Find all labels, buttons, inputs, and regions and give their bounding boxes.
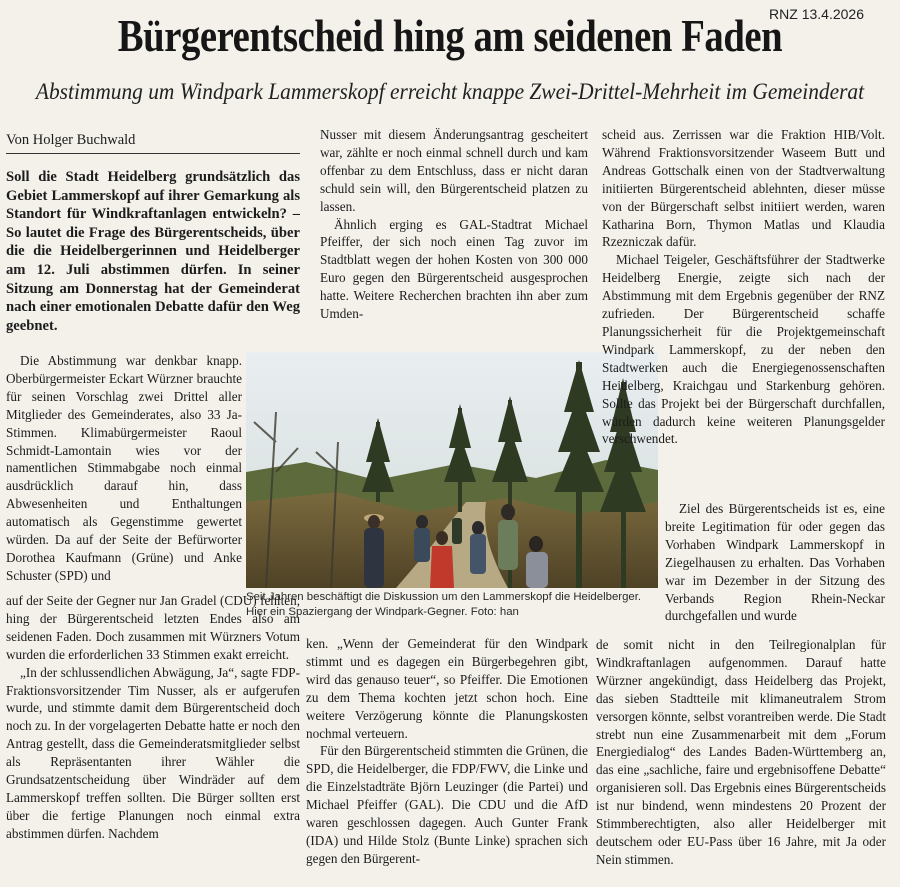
- lead-text: Soll die Stadt Heidelberg grundsätzlich das Gebiet Lammerskopf auf ihrer Gemarkung als Standort für Windkraftanlagen entwickeln? – So lautet die Frage des Bürgerentscheids, über die die Heidelbergerinnen und Heidelberger am 12. Juli abstimmen dürfen. In seiner Sitzung am Donnerstag hat der Gemeinderat nach einer emotionalen Debatte dafür den Weg geebnet.: [6, 169, 300, 334]
- column-3-bottom: [596, 636, 886, 880]
- paragraph: Für den Bürgerentscheid stimmten die Grünen, die SPD, die Heidelberger, die FDP/FWV, die Linke und die Einzelstadträte Björn Leuzinger (die Partei) und Michael Pfeiffer (GAL). Die CDU und die AfD waren geschlossen dagegen. Auch Gunter Frank (IDA) und Hilde Stolz (Bunte Linke) sprachen sich gegen den Bürgerent-: [306, 743, 588, 866]
- column-1-bottom: [6, 592, 300, 882]
- paragraph: scheid aus. Zerrissen war die Fraktion HIB/Volt. Während Fraktionsvorsitzender Waseem Butt und Andreas Gottschalk einen von der Stadtverwaltung initiierten Bürgerentscheid ablehnten, dieser müsse von der Bürgerschaft selbst initiiert werden, waren Katharina Born, Thymon Matlas und Klaudia Rzezniczak dafür.: [602, 127, 885, 250]
- paragraph: Ziel des Bürgerentscheids ist es, eine breite Legitimation für oder gegen das Vorhaben Windpark Lammerskopf in Ziegelhausen zu erhalten. Das Vorhaben war im Dezember in der Sitzung des Verbands Region Rhein-Neckar durchgefallen und wurde: [665, 501, 885, 624]
- source-date: RNZ 13.4.2026: [769, 6, 864, 22]
- paragraph: auf der Seite der Gegner nur Jan Gradel (CDU) fehlten, hing der Bürgerentscheid letzten Endes also am seidenen Faden. Doch zusammen mit Würzners Votum wurden die erforderlichen 33 Stimmen exakt erreicht.: [6, 593, 300, 662]
- paragraph: de somit nicht in den Teilregionalplan für Windkraftanlagen aufgenommen. Darauf hatte Würzner angekündigt, dass Heidelberg das Projekt, das sieben Stadtteile mit klimaneutralem Strom versorgen könnte, selbst vorantreiben werde. Die Stadt strebt nun eine Zusammenarbeit mit dem „Forum Energiedialog“ des Landes Baden-Württemberg an, das eine „sachliche, faire und ergebnisoffene Debatte“ organisieren soll. Das Ergebnis eines Bürgerentscheids ist nur bindend, wenn mindestens 20 Prozent der Stimmberechtigten, also aller Heidelberger mit deutschem oder EU-Pass über 16 Jahre, mit Ja oder Nein stimmen.: [596, 637, 886, 867]
- subheadline: Abstimmung um Windpark Lammerskopf erreicht knappe Zwei-Drittel-Mehrheit im Gemeinderat: [35, 79, 865, 104]
- byline: Von Holger Buchwald: [6, 130, 300, 154]
- headline: Bürgerentscheid hing am seidenen Faden: [117, 11, 783, 61]
- paragraph: Michael Teigeler, Geschäftsführer der Stadtwerke Heidelberg Energie, zeigte sich nach der Abstimmung mit dem Ergebnis gegenüber der RNZ zufrieden. Der Bürgerentscheid schaffe Planungssicherheit für die Projektgemeinschaft Windpark Lammerskopf, zu der neben den Stadtwerken auch die Energiegenossenschaften Heidelberg, Kraichgau und Starkenburg gehören. Sollte das Projekt bei der Bürgerschaft durchfallen, würden dadurch keine weiteren Planungsgelder verschwendet.: [602, 252, 885, 447]
- photo-caption: Seit Jahren beschäftigt die Diskussion um den Lammerskopf die Heidelberger. Hier ein Spaziergang der Windpark-Gegner. Foto: han: [246, 591, 642, 618]
- paragraph: Ähnlich erging es GAL-Stadtrat Michael Pfeiffer, der sich noch einen Tag zuvor im Stadtblatt wegen der hohen Kosten von 300 000 Euro gegen den Bürgerentscheid ausgesprochen hatte. Weitere Recherchen brachten ihn aber zum Umden-: [320, 216, 588, 322]
- paragraph: Nusser mit diesem Änderungsantrag gescheitert war, zählte er noch einmal schnell durch und kam offenbar zu dem Entschluss, dass er nicht daran schuld sein will, den Bürgerentscheid platzen zu lassen.: [320, 127, 588, 214]
- column-3-middle: [665, 500, 885, 634]
- paragraph: Die Abstimmung war denkbar knapp. Oberbürgermeister Eckart Würzner brauchte für seinen Vorschlag zwei Drittel aller Mitglieder des Gemeinderates, also 33 Ja-Stimmen. Klimabürgermeister Raoul Schmidt-Lamontain wies vor der namentlichen Stimmabgabe noch einmal ausdrücklich darauf hin, dass Abwesenheiten und Enthaltungen automatisch als Gegenstimme gewertet würden. Da auf der Seite der Befürworter Dorothea Kaufmann (Grüne) und Anke Schuster (SPD) und: [6, 353, 242, 583]
- paragraph: „In der schlussendlichen Abwägung, Ja“, sagte FDP-Fraktionsvorsitzender Tim Nusser, als er aufgerufen wurde, und stimmte damit dem Bürgerentscheid doch noch zu. In der vorgelagerten Debatte hatte er noch den Antrag gestellt, dass die Gemeinderatsmitglieder selbst als Repräsentanten ihrer Wähler die Grundsatzentscheidung über Windräder auf dem Lammerskopf treffen sollten. Die Bürger sollten erst über die fertige Planungen noch einmal extra abstimmen dürfen. Nachdem: [6, 664, 300, 841]
- paragraph: ken. „Wenn der Gemeinderat für den Windpark stimmt und es dagegen ein Bürgerbegehren gibt, wird das genauso teuer“, so Pfeiffer. Die Emotionen zu dem Thema kochten jetzt schon hoch. Eine weitere Verzögerung könnte die Planungskosten nochmal verteuern.: [306, 636, 588, 741]
- column-2-bottom: [306, 635, 588, 880]
- column-1-top: [6, 352, 242, 592]
- column-2-top: [320, 126, 588, 350]
- column-3-top: [602, 126, 885, 486]
- photo-illustration: [246, 352, 658, 588]
- lead-paragraph: [6, 168, 300, 354]
- forest-walk-photo: [246, 352, 658, 588]
